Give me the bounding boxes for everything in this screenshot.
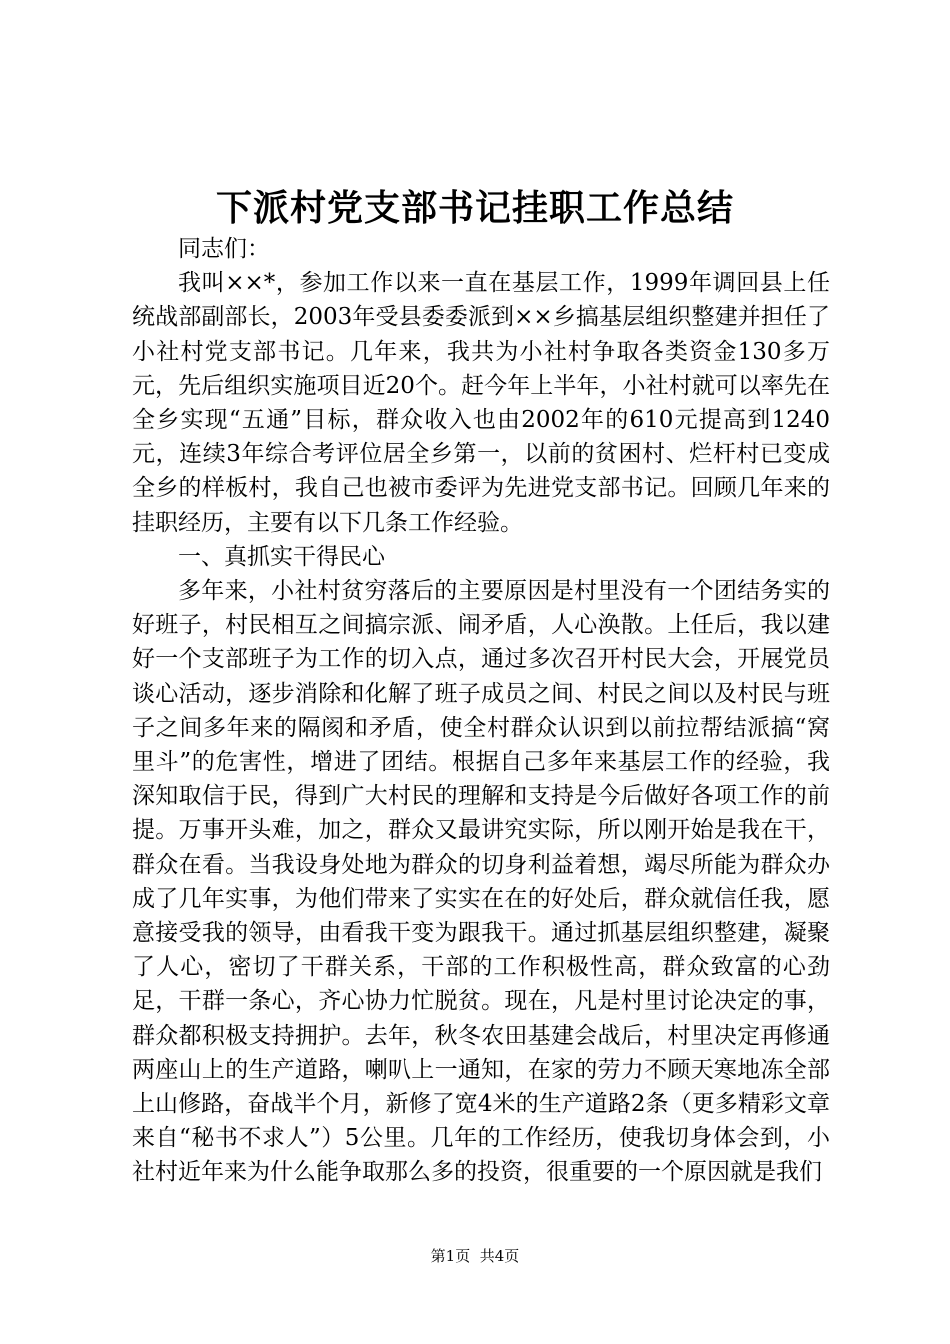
page-number-total: 共4页	[479, 1247, 520, 1265]
salutation-paragraph: 同志们：	[178, 236, 270, 262]
intro-paragraph: 我叫××*，参加工作以来一直在基层工作，1999年调回县上任统战部副部长，2003年受县委委派到××乡搞基层组织整建并担任了小社村党支部书记。几年来，我共为小社村争取各类资金130多万元，先后组织实施项目近20个。赶今年上半年，小社村就可以率先在全乡实现“五通”目标，群众收入也由2002年的610元提高到1240元，连续3年综合考评位居全乡第一，以前的贫困村、烂杆村已变成全乡的样板村，我自己也被市委评为先进党支部书记。回顾几年来的挂职经历，主要有以下几条工作经验。	[132, 270, 830, 536]
document-title: 下派村党支部书记挂职工作总结	[215, 187, 734, 229]
page-footer	[0, 1246, 950, 1266]
section-body-paragraph: 多年来，小社村贫穷落后的主要原因是村里没有一个团结务实的好班子，村民相互之间搞宗派、闹矛盾，人心涣散。上任后，我以建好一个支部班子为工作的切入点，通过多次召开村民大会，开展党员谈心活动，逐步消除和化解了班子成员之间、村民之间以及村民与班子之间多年来的隔阂和矛盾，使全村群众认识到以前拉帮结派搞“窝里斗”的危害性，增进了团结。根据自己多年来基层工作的经验，我深知取信于民，得到广大村民的理解和支持是今后做好各项工作的前提。万事开头难，加之，群众又最讲究实际，所以刚开始是我在干，群众在看。当我设身处地为群众的切身利益着想，竭尽所能为群众办成了几年实事，为他们带来了实实在在的好处后，群众就信任我，愿意接受我的领导，由看我干变为跟我干。通过抓基层组织整建，凝聚了人心，密切了干群关系，干部的工作积极性高，群众致富的心劲足，干群一条心，齐心协力忙脱贫。现在，凡是村里讨论决定的事，群众都积极支持拥护。去年，秋冬农田基建会战后，村里决定再修通两座山上的生产道路，喇叭上一通知，在家的劳力不顾天寒地冻全部上山修路，奋战半个月，新修了宽4米的生产道路2条（更多精彩文章来自“秘书不求人”）5公里。几年的工作经历，使我切身体会到，小社村近年来为什么能争取那么多的投资，很重要的一个原因就是我们	[132, 578, 830, 1186]
page-number-current: 第1页	[430, 1247, 471, 1265]
section-heading: 一、真抓实干得民心	[178, 543, 385, 570]
document-body	[132, 232, 830, 1190]
